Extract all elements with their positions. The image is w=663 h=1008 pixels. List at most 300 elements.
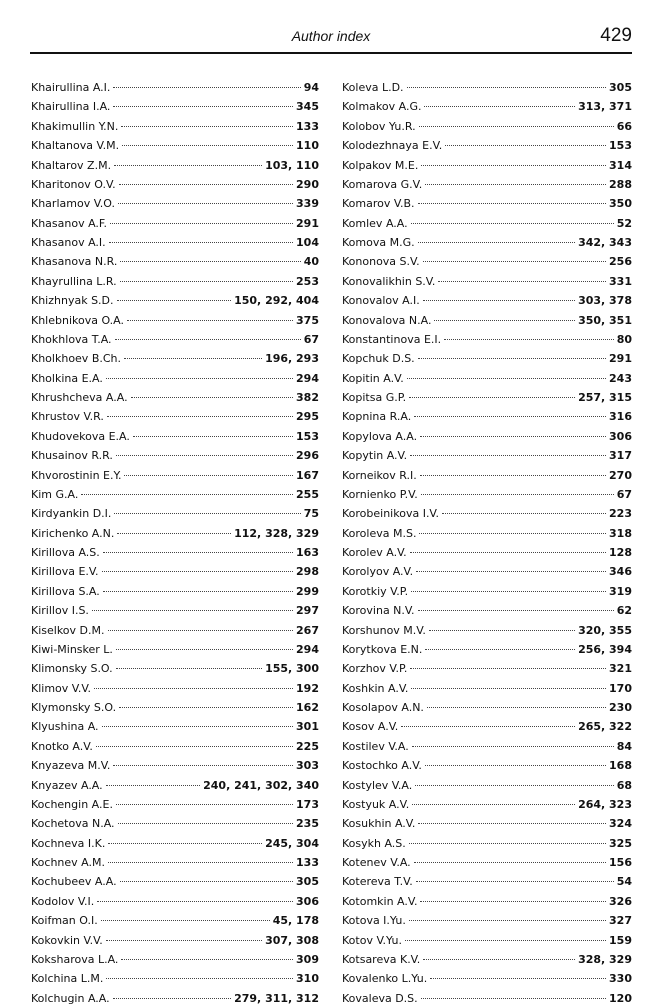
- dot-leader: [124, 358, 262, 359]
- author-name: Khaltanova V.M.: [31, 139, 120, 153]
- index-entry: [31, 776, 319, 795]
- page-references: 243: [609, 371, 632, 385]
- dot-leader: [92, 610, 293, 611]
- author-name: Kolodezhnaya E.V.: [342, 139, 443, 153]
- dot-leader: [421, 494, 614, 495]
- author-name: Knyazev A.A.: [31, 778, 103, 792]
- index-entry: [31, 679, 319, 698]
- dot-leader: [416, 571, 606, 572]
- author-name: Korolyov A.V.: [342, 565, 414, 579]
- dot-leader: [411, 591, 606, 592]
- author-name: Koroleva M.S.: [342, 526, 417, 540]
- author-name: Kholkhoev B.Ch.: [31, 352, 122, 366]
- page-references: 326: [609, 894, 632, 908]
- author-name: Kovaleva D.S.: [342, 991, 418, 1005]
- dot-leader: [102, 571, 294, 572]
- author-name: Kosukhin A.V.: [342, 817, 416, 831]
- dot-leader: [116, 668, 262, 669]
- index-entry: [31, 117, 319, 136]
- page-header: [30, 26, 632, 52]
- page-references: 324: [609, 817, 632, 831]
- dot-leader: [425, 649, 575, 650]
- index-entry: [31, 717, 319, 736]
- author-name: Kotomkin A.V.: [342, 894, 418, 908]
- index-entry: [31, 78, 319, 97]
- dot-leader: [409, 920, 606, 921]
- page-references: 339: [296, 197, 319, 211]
- page-references: 279, 311, 312: [234, 991, 319, 1005]
- dot-leader: [120, 281, 293, 282]
- page-references: 170: [609, 681, 632, 695]
- dot-leader: [412, 746, 614, 747]
- dot-leader: [113, 87, 300, 88]
- dot-leader: [418, 203, 607, 204]
- author-name: Klyushina A.: [31, 720, 99, 734]
- dot-leader: [407, 87, 606, 88]
- dot-leader: [106, 940, 262, 941]
- author-name: Kotova I.Yu.: [342, 914, 406, 928]
- dot-leader: [423, 261, 606, 262]
- index-entry: [31, 369, 319, 388]
- index-entry: [31, 194, 319, 213]
- index-entry: [342, 698, 632, 717]
- dot-leader: [410, 455, 606, 456]
- index-entry: [31, 853, 319, 872]
- dot-leader: [106, 378, 293, 379]
- index-entry: [31, 272, 319, 291]
- index-entry: [31, 252, 319, 271]
- dot-leader: [116, 649, 293, 650]
- page-references: 225: [296, 739, 319, 753]
- dot-leader: [94, 688, 293, 689]
- author-name: Kosykh A.S.: [342, 836, 406, 850]
- index-entry: [31, 834, 319, 853]
- dot-leader: [419, 533, 606, 534]
- author-name: Korolev A.V.: [342, 546, 407, 559]
- author-name: Khayrullina L.R.: [31, 274, 117, 288]
- page-references: 299: [296, 584, 319, 598]
- page-references: 167: [296, 468, 319, 482]
- dot-leader: [430, 978, 606, 979]
- author-name: Komova M.G.: [342, 236, 415, 249]
- page-references: 103, 110: [265, 158, 319, 172]
- page-references: 319: [609, 584, 632, 598]
- index-entry: [342, 214, 632, 233]
- dot-leader: [113, 765, 293, 766]
- author-name: Kosolapov A.N.: [342, 701, 424, 714]
- dot-leader: [113, 998, 231, 999]
- index-entry: [31, 311, 319, 330]
- author-name: Korshunov M.V.: [342, 623, 426, 637]
- dot-leader: [120, 881, 293, 882]
- author-name: Klimonsky S.O.: [31, 662, 113, 676]
- page-references: 155, 300: [265, 662, 319, 676]
- author-name: Kirillov I.S.: [31, 604, 89, 618]
- index-entry: [31, 524, 319, 543]
- index-entry: [31, 621, 319, 640]
- index-entry: [31, 446, 319, 465]
- page-references: 94: [303, 81, 319, 94]
- dot-leader: [401, 726, 575, 727]
- author-name: Komlev A.A.: [342, 216, 408, 230]
- dot-leader: [116, 455, 293, 456]
- dot-leader: [114, 165, 262, 166]
- author-name: Kopchuk D.S.: [342, 352, 415, 366]
- page-references: 265, 322: [578, 720, 632, 734]
- dot-leader: [407, 378, 606, 379]
- dot-leader: [103, 552, 293, 553]
- index-entry: [342, 562, 632, 581]
- dot-leader: [414, 862, 606, 863]
- author-name: Khaltarov Z.M.: [31, 158, 112, 172]
- dot-leader: [405, 940, 606, 941]
- index-entry: [31, 872, 319, 891]
- author-name: Kotsareva K.V.: [342, 952, 421, 966]
- index-entry: [31, 892, 319, 911]
- page-references: 313, 371: [578, 100, 632, 114]
- index-entry: [31, 601, 319, 620]
- page-references: 321: [609, 662, 632, 676]
- index-entry: [342, 621, 632, 640]
- author-name: Konovalova N.A.: [342, 313, 432, 327]
- author-name: Kiwi-Minsker L.: [31, 642, 113, 656]
- dot-leader: [429, 630, 575, 631]
- index-entry: [342, 524, 632, 543]
- page-references: 153: [296, 429, 319, 443]
- page-references: 307, 308: [265, 933, 319, 947]
- dot-leader: [425, 765, 606, 766]
- page-references: 45, 178: [272, 914, 319, 928]
- page-references: 120: [609, 991, 632, 1005]
- page-references: 75: [303, 507, 319, 521]
- author-name: Kostyuk A.V.: [342, 797, 410, 811]
- index-entry: [31, 407, 319, 426]
- author-name: Kochnev A.M.: [31, 856, 105, 869]
- author-name: Koksharova L.A.: [31, 952, 119, 966]
- index-entry: [31, 175, 319, 194]
- page-references: 320, 355: [578, 623, 632, 637]
- page-references: 67: [303, 332, 319, 346]
- page-references: 290: [296, 177, 319, 191]
- index-entry: [342, 989, 632, 1008]
- page-references: 112, 328, 329: [234, 526, 319, 540]
- page-references: 255: [296, 487, 319, 501]
- author-name: Koshkin A.V.: [342, 681, 409, 695]
- index-entry: [342, 601, 632, 620]
- dot-leader: [119, 184, 293, 185]
- dot-leader: [421, 165, 606, 166]
- dot-leader: [96, 746, 293, 747]
- page-references: 168: [609, 759, 632, 773]
- dot-leader: [424, 106, 575, 107]
- page-references: 245, 304: [265, 836, 319, 850]
- author-name: Kim G.A.: [31, 487, 79, 501]
- index-entry: [31, 136, 319, 155]
- page-references: 156: [609, 856, 632, 869]
- author-name: Kopitin A.V.: [342, 371, 404, 385]
- dot-leader: [420, 475, 606, 476]
- index-entry: [31, 330, 319, 349]
- author-name: Kononova S.V.: [342, 255, 420, 269]
- index-entry: [342, 97, 632, 116]
- author-name: Kopytin A.V.: [342, 449, 408, 463]
- author-name: Kolchina L.M.: [31, 972, 104, 986]
- page-references: 67: [616, 487, 632, 501]
- dot-leader: [108, 843, 262, 844]
- index-entry: [342, 834, 632, 853]
- dot-leader: [114, 513, 300, 514]
- author-name: Kirdyankin D.I.: [31, 507, 112, 521]
- page-references: 295: [296, 410, 319, 424]
- page-references: 257, 315: [578, 391, 632, 404]
- index-entry: [31, 698, 319, 717]
- dot-leader: [117, 300, 232, 301]
- page-references: 52: [616, 216, 632, 230]
- page-references: 330: [609, 972, 632, 986]
- author-name: Kirillova A.S.: [31, 546, 100, 559]
- author-name: Klymonsky S.O.: [31, 701, 117, 714]
- index-entry: [342, 446, 632, 465]
- index-entry: [342, 349, 632, 368]
- page-references: 230: [609, 701, 632, 714]
- page-references: 66: [616, 119, 632, 133]
- index-entry: [342, 853, 632, 872]
- index-entry: [342, 117, 632, 136]
- dot-leader: [118, 203, 293, 204]
- page-references: 327: [609, 914, 632, 928]
- dot-leader: [421, 998, 606, 999]
- page-references: 291: [296, 216, 319, 230]
- page-references: 314: [609, 158, 632, 172]
- index-entry: [342, 717, 632, 736]
- page-references: 163: [296, 546, 319, 559]
- index-entry: [31, 504, 319, 523]
- page-references: 309: [296, 952, 319, 966]
- index-entry: [31, 233, 319, 252]
- index-entry: [31, 582, 319, 601]
- author-name: Khlebnikova O.A.: [31, 313, 125, 327]
- author-name: Kornienko P.V.: [342, 487, 418, 501]
- index-entry: [342, 679, 632, 698]
- author-name: Kosov A.V.: [342, 720, 399, 734]
- page-references: 84: [616, 739, 632, 753]
- author-name: Khrushcheva A.A.: [31, 391, 128, 404]
- author-name: Khakimullin Y.N.: [31, 119, 119, 133]
- dot-leader: [444, 339, 614, 340]
- dot-leader: [115, 339, 301, 340]
- dot-leader: [412, 804, 575, 805]
- author-name: Khvorostinin E.Y.: [31, 468, 122, 482]
- dot-leader: [101, 920, 270, 921]
- index-entry: [342, 291, 632, 310]
- page-references: 325: [609, 836, 632, 850]
- index-entry: [342, 640, 632, 659]
- index-entry: [342, 485, 632, 504]
- page-references: 294: [296, 642, 319, 656]
- dot-leader: [116, 804, 293, 805]
- dot-leader: [415, 785, 613, 786]
- dot-leader: [409, 843, 606, 844]
- dot-leader: [108, 862, 293, 863]
- dot-leader: [411, 223, 614, 224]
- author-name: Koifman O.I.: [31, 914, 98, 928]
- author-name: Kolobov Yu.R.: [342, 119, 416, 133]
- author-name: Kopitsa G.P.: [342, 391, 407, 404]
- index-entry: [342, 892, 632, 911]
- author-name: Kokovkin V.V.: [31, 933, 103, 947]
- author-name: Kharlamov V.O.: [31, 197, 116, 211]
- dot-leader: [81, 494, 293, 495]
- index-entry: [342, 776, 632, 795]
- dot-leader: [411, 688, 606, 689]
- dot-leader: [108, 630, 294, 631]
- index-entry: [342, 756, 632, 775]
- dot-leader: [420, 901, 606, 902]
- page-references: 159: [609, 933, 632, 947]
- dot-leader: [97, 901, 293, 902]
- dot-leader: [109, 242, 293, 243]
- page-references: 306: [296, 894, 319, 908]
- page-references: 267: [296, 623, 319, 637]
- index-entry: [31, 466, 319, 485]
- page-references: 173: [296, 797, 319, 811]
- author-name: Khasanov A.I.: [31, 236, 106, 249]
- index-entry: [342, 252, 632, 271]
- author-name: Kochubeev A.A.: [31, 875, 117, 889]
- index-entry: [342, 369, 632, 388]
- page-references: 110: [296, 139, 319, 153]
- author-name: Kirillova S.A.: [31, 584, 100, 598]
- author-name: Komarova G.V.: [342, 177, 423, 191]
- dot-leader: [124, 475, 293, 476]
- index-entry: [342, 272, 632, 291]
- page-references: 317: [609, 449, 632, 463]
- author-name: Konstantinova E.I.: [342, 332, 442, 346]
- page-references: 256: [609, 255, 632, 269]
- author-name: Korytkova E.N.: [342, 642, 423, 656]
- dot-leader: [442, 513, 606, 514]
- dot-leader: [418, 358, 606, 359]
- author-name: Koleva L.D.: [342, 81, 404, 94]
- index-entry: [342, 659, 632, 678]
- index-entry: [342, 582, 632, 601]
- author-name: Khrustov V.R.: [31, 410, 104, 424]
- dot-leader: [445, 145, 606, 146]
- dot-leader: [127, 320, 293, 321]
- author-name: Khasanova N.R.: [31, 255, 118, 269]
- page-references: 150, 292, 404: [234, 294, 319, 308]
- page-references: 350: [609, 197, 632, 211]
- index-entry: [31, 214, 319, 233]
- dot-leader: [117, 533, 231, 534]
- author-name: Kochengin A.E.: [31, 797, 113, 811]
- page-references: 162: [296, 701, 319, 714]
- page-references: 253: [296, 274, 319, 288]
- index-entry: [342, 156, 632, 175]
- dot-leader: [106, 978, 293, 979]
- index-entry: [31, 795, 319, 814]
- author-name: Khairullina I.A.: [31, 100, 111, 114]
- dot-leader: [410, 552, 606, 553]
- index-column-right: [342, 78, 632, 1008]
- index-entry: [342, 969, 632, 988]
- dot-leader: [106, 785, 200, 786]
- index-entry: [31, 911, 319, 930]
- author-name: Korovina N.V.: [342, 604, 415, 618]
- index-entry: [31, 989, 319, 1008]
- dot-leader: [119, 707, 293, 708]
- dot-leader: [121, 126, 293, 127]
- author-name: Khudovekova E.A.: [31, 429, 130, 443]
- page-references: 328, 329: [578, 952, 632, 966]
- page-references: 318: [609, 526, 632, 540]
- author-name: Kochneva I.K.: [31, 836, 106, 850]
- page-references: 133: [296, 856, 319, 869]
- author-name: Kopnina R.A.: [342, 410, 412, 424]
- page-references: 294: [296, 371, 319, 385]
- index-entry: [31, 156, 319, 175]
- index-entry: [342, 795, 632, 814]
- author-name: Knotko A.V.: [31, 739, 93, 753]
- index-entry: [342, 737, 632, 756]
- page-references: 298: [296, 565, 319, 579]
- dot-leader: [103, 591, 293, 592]
- dot-leader: [409, 397, 575, 398]
- dot-leader: [416, 881, 614, 882]
- author-name: Kopylova A.A.: [342, 429, 418, 443]
- page-references: 68: [616, 778, 632, 792]
- index-entry: [31, 388, 319, 407]
- index-entry: [342, 872, 632, 891]
- author-name: Kirillova E.V.: [31, 565, 99, 579]
- author-name: Kotereva T.V.: [342, 875, 413, 889]
- index-entry: [31, 737, 319, 756]
- author-name: Kostilev V.A.: [342, 739, 409, 753]
- header-rule: [30, 52, 632, 54]
- author-name: Kostylev V.A.: [342, 778, 413, 792]
- page-references: 345: [296, 100, 319, 114]
- author-name: Kharitonov O.V.: [31, 177, 116, 191]
- index-entry: [342, 175, 632, 194]
- dot-leader: [122, 145, 293, 146]
- index-entry: [31, 291, 319, 310]
- page-references: 310: [296, 972, 319, 986]
- index-entry: [342, 136, 632, 155]
- page-references: 346: [609, 565, 632, 579]
- author-name: Kolpakov M.E.: [342, 158, 419, 172]
- page-references: 375: [296, 313, 319, 327]
- author-name: Klimov V.V.: [31, 681, 91, 695]
- page-references: 153: [609, 139, 632, 153]
- dot-leader: [434, 320, 575, 321]
- index-entry: [342, 388, 632, 407]
- index-entry: [342, 911, 632, 930]
- author-name: Kovalenko L.Yu.: [342, 972, 428, 986]
- index-entry: [342, 466, 632, 485]
- dot-leader: [107, 416, 293, 417]
- author-name: Kotenev V.A.: [342, 856, 411, 869]
- page-references: 192: [296, 681, 319, 695]
- page-references: 270: [609, 468, 632, 482]
- author-name: Konovalikhin S.V.: [342, 274, 436, 288]
- page-references: 342, 343: [578, 236, 632, 249]
- index-entry: [342, 543, 632, 562]
- page-references: 54: [616, 875, 632, 889]
- author-name: Kirichenko A.N.: [31, 526, 115, 540]
- author-name: Kolchugin A.A.: [31, 991, 110, 1005]
- page-references: 303: [296, 759, 319, 773]
- page-references: 306: [609, 429, 632, 443]
